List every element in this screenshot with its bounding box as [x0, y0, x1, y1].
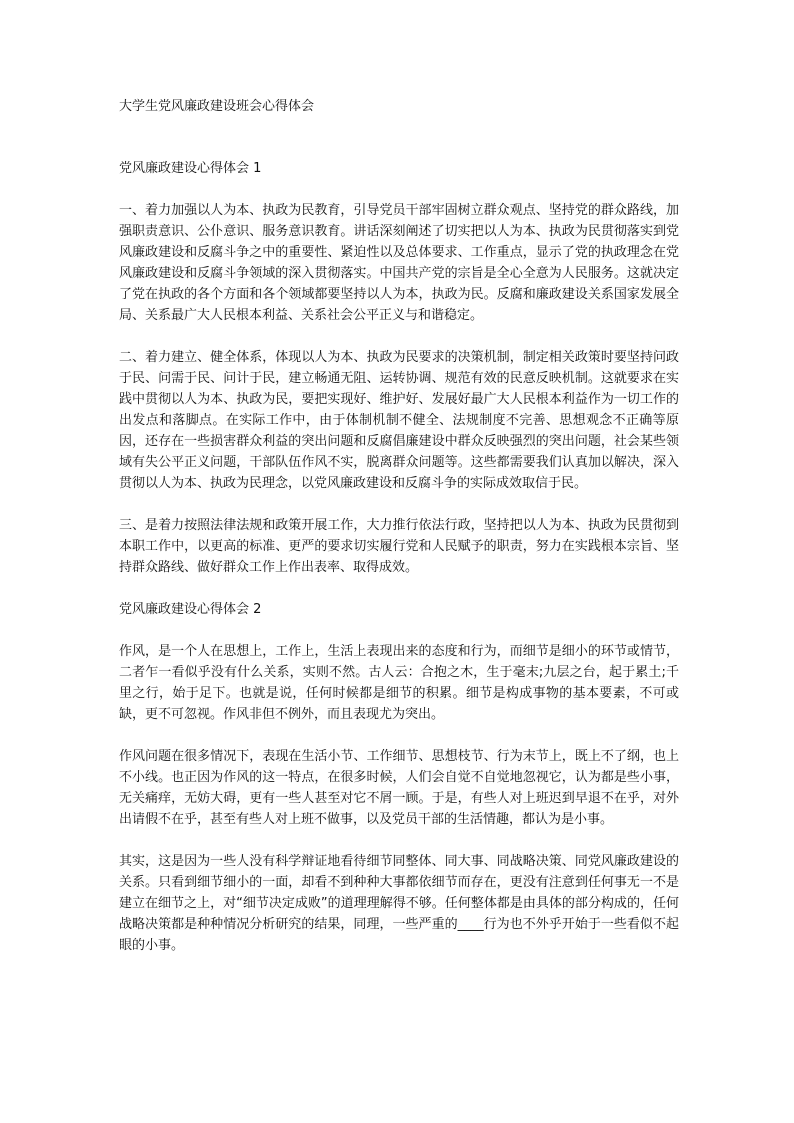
section-heading-1: 党风廉政建设心得体会 1 — [119, 161, 262, 176]
paragraph: 一、着力加强以人为本、执政为民教育，引导党员干部牢固树立群众观点、坚持党的群众路线，加强职责意识、公仆意识、服务意识教育。讲话深刻阐述了切实把以人为本、执政为民贯彻落实到党风廉政建设和反腐斗争之中的重要性、紧迫性以及总体要求、工作重点，显示了党的执政理念在党风廉政建设和反腐斗争领域的深入贯彻落实。中国共产党的宗旨是全心全意为人民服务。这就决定了党在执政的各个方面和各个领域都要坚持以人为本，执政为民。反腐和廉政建设关系国家发展全局、关系最广大人民根本利益、关系社会公平正义与和谐稳定。 — [119, 203, 679, 323]
section-heading-2: 党风廉政建设心得体会 2 — [119, 602, 262, 617]
paragraph: 三、是着力按照法律法规和政策开展工作，大力推行依法行政，坚持把以人为本、执政为民贯彻到本职工作中，以更高的标准、更严的要求切实履行党和人民赋予的职责，努力在实践根本宗旨、坚持群众路线、做好群众工作上作出表率、取得成效。 — [119, 518, 679, 575]
paragraph: 二、着力建立、健全体系，体现以人为本、执政为民要求的决策机制，制定相关政策时要坚持问政于民、问需于民、问计于民，建立畅通无阻、运转协调、规范有效的民意反映机制。这就要求在实践中贯彻以人为本、执政为民，要把实现好、维护好、发展好最广大人民根本利益作为一切工作的出发点和落脚点。在实际工作中，由于体制机制不健全、法规制度不完善、思想观念不正确等原因，还存在一些损害群众利益的突出问题和反腐倡廉建设中群众反映强烈的突出问题，社会某些领域有失公平正义问题，干部队伍作风不实，脱离群众问题等。这些都需要我们认真加以解决，深入贯彻以人为本、执政为民理念，以党风廉政建设和反腐斗争的实际成效取信于民。 — [119, 350, 679, 491]
document-page — [119, 96, 679, 956]
spacer — [119, 620, 679, 641]
paragraph: 作风，是一个人在思想上，工作上，生活上表现出来的态度和行为，而细节是细小的环节或情节，二者乍一看似乎没有什么关系，实则不然。古人云：合抱之木，生于毫末;九层之台，起于累土;千里之行，始于足下。也就是说，任何时候都是细节的积累。细节是构成事物的基本要素，不可或缺，更不可忽视。作风非但不例外，而且表现尤为突出。 — [119, 644, 679, 722]
paragraph: 作风问题在很多情况下，表现在生活小节、工作细节、思想枝节、行为末节上，既上不了纲，也上不小线。也正因为作风的这一特点，在很多时候，人们会自觉不自觉地忽视它，认为都是些小事，无关痛痒，无妨大碍，更有一些人甚至对它不屑一顾。于是，有些人对上班迟到早退不在乎，对外出请假不在乎，甚至有些人对上班不做事，以及党员干部的生活情趣，都认为是小事。 — [119, 749, 679, 827]
spacer — [119, 578, 679, 599]
spacer — [119, 830, 679, 851]
spacer — [119, 494, 679, 515]
document-title: 大学生党风廉政建设班会心得体会 — [119, 99, 315, 114]
spacer — [119, 326, 679, 347]
paragraph: 其实，这是因为一些人没有科学辩证地看待细节同整体、同大事、同战略决策、同党风廉政建设的关系。只看到细节细小的一面，却看不到种种大事都依细节而存在，更没有注意到任何事无一不是建立在细节之上，对“细节决定成败”的道理理解得不够。任何整体都是由具体的部分构成的，任何战略决策都是种种情况分析研究的结果，同理，一些严重的____行为也不外乎开始于一些看似不起眼的小事。 — [119, 854, 679, 953]
spacer — [119, 117, 679, 158]
spacer — [119, 179, 679, 200]
spacer — [119, 725, 679, 746]
